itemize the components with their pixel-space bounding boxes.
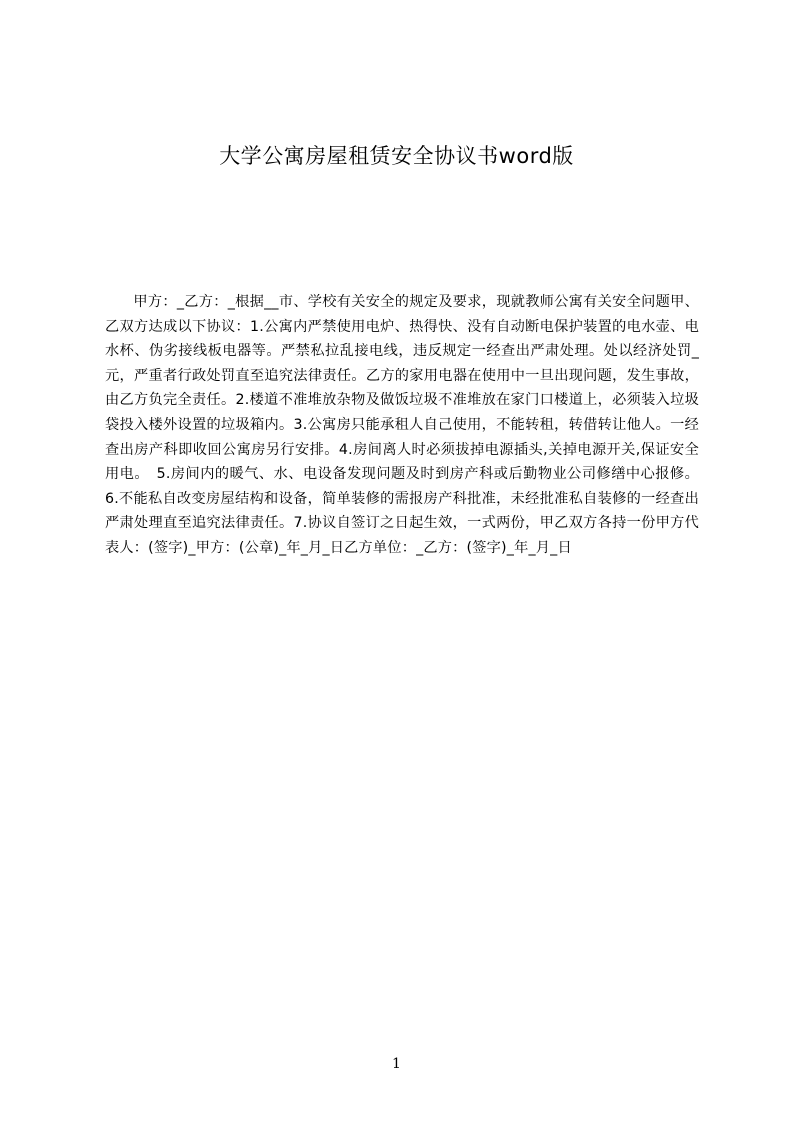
agreement-body: 甲方：_乙方：_根据__市、学校有关安全的规定及要求，现就教师公寓有关安全问题甲、乙双方达成以下协议：1.公寓内严禁使用电炉、热得快、没有自动断电保护装置的电水壶、电水杯、伪劣接线板电器等。严禁私拉乱接电线，违反规定一经查出严肃处理。处以经济处罚_元，严重者行政处罚直至追究法律责任。乙方的家用电器在使用中一旦出现问题，发生事故，由乙方负完全责任。2.楼道不准堆放杂物及做饭垃圾不准堆放在家门口楼道上，必须装入垃圾袋投入楼外设置的垃圾箱内。3.公寓房只能承租人自己使用，不能转租，转借转让他人。一经查出房产科即收回公寓房另行安排。4.房间离人时必须拔掉电源插头,关掉电源开关,保证安全用电。 5.房间内的暖气、水、电设备发现问题及时到房产科或后勤物业公司修缮中心报修。6.不能私自改变房屋结构和设备，简单装修的需报房产科批准，未经批准私自装修的一经查出严肃处理直至追究法律责任。7.协议自签订之日起生效，一式两份，甲乙双方各持一份甲方代表人：(签字)_甲方：(公章)_年_月_日乙方单位：_乙方：(签字)_年_月_日 bbox=[105, 294, 699, 556]
page-number: 1 bbox=[392, 1056, 401, 1072]
document-title: 大学公寓房屋租赁安全协议书word版 bbox=[219, 144, 574, 168]
